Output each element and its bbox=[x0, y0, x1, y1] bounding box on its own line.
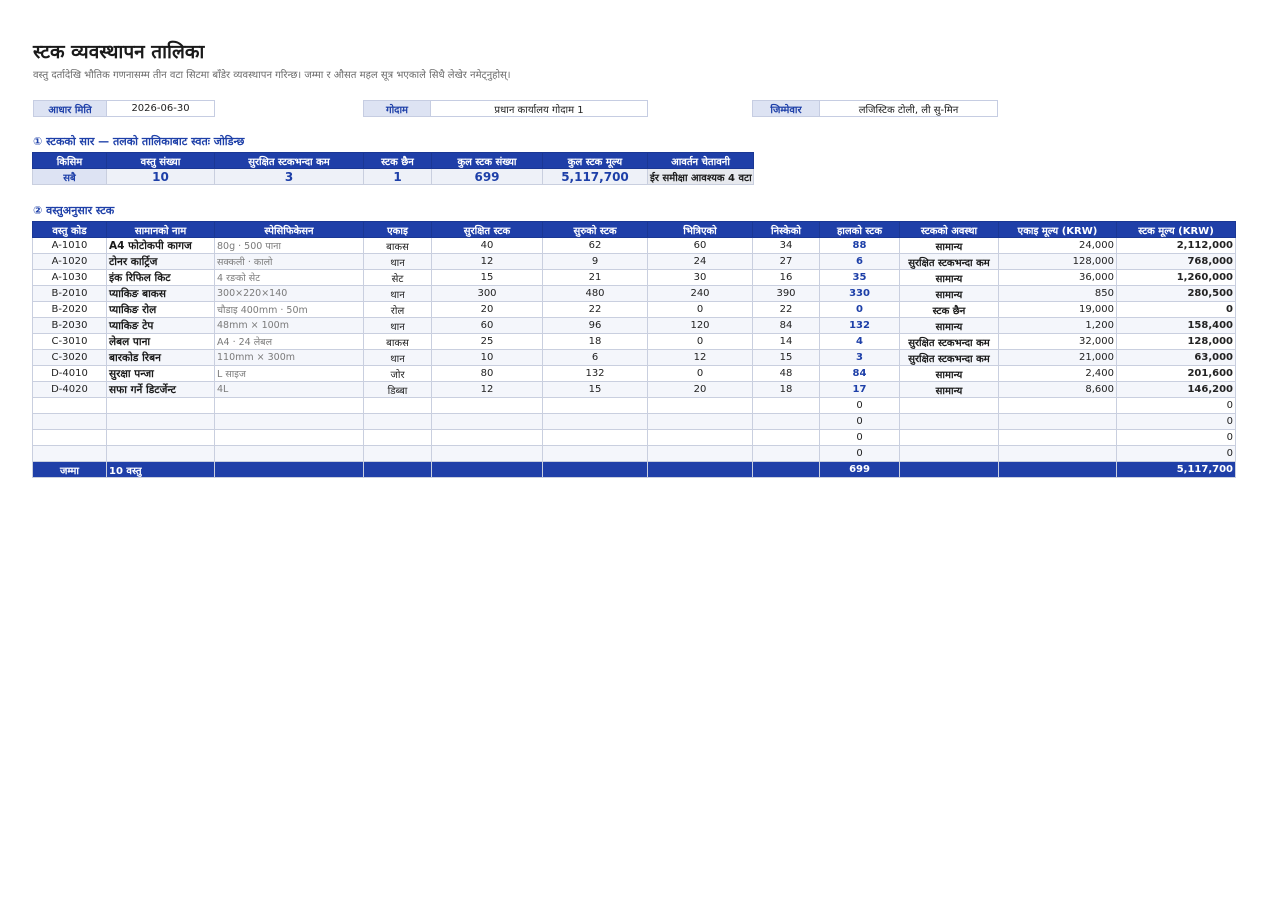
cell-in[interactable]: 12 bbox=[648, 350, 753, 366]
cell-spec[interactable]: 4 रङको सेट bbox=[215, 270, 364, 286]
cell-current[interactable]: 35 bbox=[820, 270, 900, 286]
cell-spec[interactable]: 110mm × 300m bbox=[215, 350, 364, 366]
cell-code[interactable]: A-1010 bbox=[33, 238, 107, 254]
cell-in[interactable]: 240 bbox=[648, 286, 753, 302]
cell-opening[interactable]: 21 bbox=[543, 270, 648, 286]
cell-safety[interactable]: 40 bbox=[432, 238, 543, 254]
cell-name[interactable]: इंक रिफिल किट bbox=[107, 270, 215, 286]
cell-unit-price[interactable]: 1,200 bbox=[999, 318, 1117, 334]
cell-in[interactable] bbox=[648, 398, 753, 414]
total-cell bbox=[900, 462, 999, 478]
cell-spec[interactable]: 4L bbox=[215, 382, 364, 398]
cell-code[interactable] bbox=[33, 398, 107, 414]
cell-status[interactable]: सुरक्षित स्टकभन्दा कम bbox=[900, 254, 999, 270]
cell-out[interactable] bbox=[753, 398, 820, 414]
cell-out[interactable]: 48 bbox=[753, 366, 820, 382]
cell-opening[interactable]: 6 bbox=[543, 350, 648, 366]
cell-status[interactable]: सामान्य bbox=[900, 382, 999, 398]
total-cell bbox=[432, 462, 543, 478]
cell-value[interactable]: 128,000 bbox=[1117, 334, 1236, 350]
cell-safety[interactable] bbox=[432, 430, 543, 446]
cell-opening[interactable]: 132 bbox=[543, 366, 648, 382]
cell-opening[interactable] bbox=[543, 414, 648, 430]
items-header-cell: सुरक्षित स्टक bbox=[432, 222, 543, 238]
cell-status[interactable]: सामान्य bbox=[900, 238, 999, 254]
cell-unit[interactable]: थान bbox=[364, 318, 432, 334]
cell-current[interactable]: 6 bbox=[820, 254, 900, 270]
cell-status[interactable] bbox=[900, 414, 999, 430]
cell-spec[interactable]: 80g · 500 पाना bbox=[215, 238, 364, 254]
items-header-cell: एकाइ bbox=[364, 222, 432, 238]
cell-status[interactable]: सुरक्षित स्टकभन्दा कम bbox=[900, 350, 999, 366]
total-item-count: 10 वस्तु bbox=[107, 462, 215, 478]
items-header-cell: स्टकको अवस्था bbox=[900, 222, 999, 238]
items-header-cell: सुरुको स्टक bbox=[543, 222, 648, 238]
cell-unit-price[interactable]: 2,400 bbox=[999, 366, 1117, 382]
summary-kind[interactable]: सबै bbox=[33, 169, 107, 185]
summary-header-cell: किसिम bbox=[33, 153, 107, 169]
cell-in[interactable]: 0 bbox=[648, 302, 753, 318]
cell-name[interactable] bbox=[107, 446, 215, 462]
cell-name[interactable]: A4 फोटोकपी कागज bbox=[107, 238, 215, 254]
cell-safety[interactable] bbox=[432, 414, 543, 430]
empty-row bbox=[33, 414, 1236, 430]
cell-unit[interactable] bbox=[364, 398, 432, 414]
cell-current[interactable]: 84 bbox=[820, 366, 900, 382]
cell-name[interactable]: लेबल पाना bbox=[107, 334, 215, 350]
cell-current[interactable]: 4 bbox=[820, 334, 900, 350]
base-date-field bbox=[33, 100, 215, 117]
cell-code[interactable]: A-1020 bbox=[33, 254, 107, 270]
cell-spec[interactable] bbox=[215, 446, 364, 462]
cell-unit[interactable]: थान bbox=[364, 350, 432, 366]
total-current: 699 bbox=[820, 462, 900, 478]
cell-current[interactable]: 0 bbox=[820, 430, 900, 446]
cell-unit[interactable]: थान bbox=[364, 254, 432, 270]
summary-header-cell: कुल स्टक संख्या bbox=[432, 153, 543, 169]
summary-row bbox=[33, 169, 754, 185]
table-row bbox=[33, 382, 1236, 398]
total-cell bbox=[999, 462, 1117, 478]
cell-out[interactable]: 14 bbox=[753, 334, 820, 350]
summary-header-cell: आवर्तन चेतावनी bbox=[648, 153, 754, 169]
cell-unit-price[interactable]: 19,000 bbox=[999, 302, 1117, 318]
cell-in[interactable]: 120 bbox=[648, 318, 753, 334]
cell-code[interactable]: C-3010 bbox=[33, 334, 107, 350]
summary-total-value[interactable]: 5,117,700 bbox=[543, 169, 648, 185]
cell-opening[interactable] bbox=[543, 430, 648, 446]
cell-out[interactable]: 27 bbox=[753, 254, 820, 270]
total-cell bbox=[753, 462, 820, 478]
cell-safety[interactable]: 80 bbox=[432, 366, 543, 382]
cell-code[interactable] bbox=[33, 430, 107, 446]
cell-out[interactable]: 390 bbox=[753, 286, 820, 302]
cell-name[interactable] bbox=[107, 430, 215, 446]
cell-status[interactable]: स्टक छैन bbox=[900, 302, 999, 318]
summary-section-title: ① स्टकको सार — तलको तालिकाबाट स्वतः जोडिन्छ bbox=[33, 135, 245, 148]
cell-in[interactable]: 0 bbox=[648, 334, 753, 350]
cell-code[interactable]: D-4020 bbox=[33, 382, 107, 398]
table-row bbox=[33, 238, 1236, 254]
cell-value[interactable]: 0 bbox=[1117, 398, 1236, 414]
cell-current[interactable]: 330 bbox=[820, 286, 900, 302]
cell-unit-price[interactable] bbox=[999, 430, 1117, 446]
cell-spec[interactable] bbox=[215, 414, 364, 430]
cell-in[interactable] bbox=[648, 414, 753, 430]
cell-value[interactable]: 1,260,000 bbox=[1117, 270, 1236, 286]
table-row bbox=[33, 350, 1236, 366]
cell-code[interactable]: B-2030 bbox=[33, 318, 107, 334]
cell-out[interactable]: 22 bbox=[753, 302, 820, 318]
cell-out[interactable] bbox=[753, 446, 820, 462]
cell-unit[interactable] bbox=[364, 414, 432, 430]
cell-in[interactable] bbox=[648, 430, 753, 446]
cell-current[interactable]: 0 bbox=[820, 414, 900, 430]
cell-unit[interactable]: डिब्बा bbox=[364, 382, 432, 398]
owner-field bbox=[752, 100, 998, 117]
cell-out[interactable]: 34 bbox=[753, 238, 820, 254]
cell-spec[interactable] bbox=[215, 430, 364, 446]
summary-header-cell: वस्तु संख्या bbox=[107, 153, 215, 169]
cell-name[interactable]: टोनर कार्ट्रिज bbox=[107, 254, 215, 270]
cell-out[interactable]: 16 bbox=[753, 270, 820, 286]
cell-safety[interactable]: 300 bbox=[432, 286, 543, 302]
summary-header-cell: स्टक छैन bbox=[364, 153, 432, 169]
cell-opening[interactable] bbox=[543, 446, 648, 462]
cell-safety[interactable] bbox=[432, 398, 543, 414]
cell-unit-price[interactable]: 128,000 bbox=[999, 254, 1117, 270]
cell-value[interactable]: 201,600 bbox=[1117, 366, 1236, 382]
cell-status[interactable]: सुरक्षित स्टकभन्दा कम bbox=[900, 334, 999, 350]
cell-unit-price[interactable]: 24,000 bbox=[999, 238, 1117, 254]
summary-below-safety[interactable]: 3 bbox=[215, 169, 364, 185]
cell-opening[interactable] bbox=[543, 398, 648, 414]
cell-current[interactable]: 0 bbox=[820, 302, 900, 318]
cell-code[interactable]: D-4010 bbox=[33, 366, 107, 382]
cell-status[interactable] bbox=[900, 430, 999, 446]
cell-unit[interactable] bbox=[364, 446, 432, 462]
cell-unit-price[interactable]: 36,000 bbox=[999, 270, 1117, 286]
cell-code[interactable] bbox=[33, 446, 107, 462]
cell-current[interactable]: 88 bbox=[820, 238, 900, 254]
owner-label: जिम्मेवार bbox=[752, 100, 820, 117]
cell-opening[interactable]: 22 bbox=[543, 302, 648, 318]
items-header-cell: सामानको नाम bbox=[107, 222, 215, 238]
cell-spec[interactable]: 300×220×140 bbox=[215, 286, 364, 302]
cell-code[interactable]: C-3020 bbox=[33, 350, 107, 366]
page-title: स्टक व्यवस्थापन तालिका bbox=[33, 41, 205, 63]
cell-spec[interactable]: 48mm × 100m bbox=[215, 318, 364, 334]
cell-in[interactable]: 0 bbox=[648, 366, 753, 382]
cell-spec[interactable] bbox=[215, 398, 364, 414]
cell-unit[interactable] bbox=[364, 430, 432, 446]
cell-safety[interactable] bbox=[432, 446, 543, 462]
cell-spec[interactable]: सक्कली · कालो bbox=[215, 254, 364, 270]
summary-header-cell: सुरक्षित स्टकभन्दा कम bbox=[215, 153, 364, 169]
cell-opening[interactable]: 9 bbox=[543, 254, 648, 270]
cell-name[interactable] bbox=[107, 414, 215, 430]
summary-header-cell: कुल स्टक मूल्य bbox=[543, 153, 648, 169]
items-section-title: ② वस्तुअनुसार स्टक bbox=[33, 204, 115, 217]
total-cell bbox=[364, 462, 432, 478]
cell-code[interactable]: B-2020 bbox=[33, 302, 107, 318]
cell-unit-price[interactable]: 32,000 bbox=[999, 334, 1117, 350]
cell-status[interactable]: सामान्य bbox=[900, 366, 999, 382]
cell-safety[interactable]: 60 bbox=[432, 318, 543, 334]
cell-current[interactable]: 0 bbox=[820, 446, 900, 462]
warehouse-field bbox=[363, 100, 648, 117]
table-row bbox=[33, 254, 1236, 270]
cell-code[interactable]: B-2010 bbox=[33, 286, 107, 302]
cell-in[interactable]: 24 bbox=[648, 254, 753, 270]
cell-status[interactable]: सामान्य bbox=[900, 270, 999, 286]
total-row bbox=[33, 462, 1236, 478]
cell-safety[interactable]: 20 bbox=[432, 302, 543, 318]
cell-safety[interactable]: 10 bbox=[432, 350, 543, 366]
table-row bbox=[33, 334, 1236, 350]
cell-status[interactable] bbox=[900, 398, 999, 414]
cell-unit[interactable]: बाकस bbox=[364, 334, 432, 350]
cell-unit-price[interactable] bbox=[999, 398, 1117, 414]
cell-unit-price[interactable] bbox=[999, 414, 1117, 430]
cell-out[interactable] bbox=[753, 430, 820, 446]
cell-value[interactable]: 280,500 bbox=[1117, 286, 1236, 302]
cell-unit[interactable]: सेट bbox=[364, 270, 432, 286]
cell-out[interactable]: 15 bbox=[753, 350, 820, 366]
cell-name[interactable]: प्याकिङ रोल bbox=[107, 302, 215, 318]
cell-opening[interactable]: 480 bbox=[543, 286, 648, 302]
total-cell bbox=[543, 462, 648, 478]
items-header-cell: निस्केको bbox=[753, 222, 820, 238]
table-row bbox=[33, 366, 1236, 382]
cell-name[interactable]: सुरक्षा पन्जा bbox=[107, 366, 215, 382]
cell-name[interactable]: बारकोड रिबन bbox=[107, 350, 215, 366]
warehouse-label: गोदाम bbox=[363, 100, 431, 117]
table-row bbox=[33, 302, 1236, 318]
cell-spec[interactable]: A4 · 24 लेबल bbox=[215, 334, 364, 350]
cell-safety[interactable]: 12 bbox=[432, 382, 543, 398]
summary-turnover-warning[interactable]: ईर समीक्षा आवश्यक 4 वटा bbox=[648, 169, 754, 185]
total-value: 5,117,700 bbox=[1117, 462, 1236, 478]
cell-spec[interactable]: चौडाइ 400mm · 50m bbox=[215, 302, 364, 318]
cell-unit[interactable]: जोर bbox=[364, 366, 432, 382]
cell-opening[interactable]: 15 bbox=[543, 382, 648, 398]
items-header-cell: भित्रिएको bbox=[648, 222, 753, 238]
cell-unit-price[interactable] bbox=[999, 446, 1117, 462]
cell-in[interactable]: 30 bbox=[648, 270, 753, 286]
cell-safety[interactable]: 15 bbox=[432, 270, 543, 286]
cell-unit[interactable]: रोल bbox=[364, 302, 432, 318]
cell-opening[interactable]: 62 bbox=[543, 238, 648, 254]
summary-total-qty[interactable]: 699 bbox=[432, 169, 543, 185]
items-header-cell: स्टक मूल्य (KRW) bbox=[1117, 222, 1236, 238]
cell-unit-price[interactable]: 850 bbox=[999, 286, 1117, 302]
cell-value[interactable]: 768,000 bbox=[1117, 254, 1236, 270]
items-header-cell: स्पेसिफिकेसन bbox=[215, 222, 364, 238]
cell-unit-price[interactable]: 21,000 bbox=[999, 350, 1117, 366]
table-row bbox=[33, 270, 1236, 286]
cell-safety[interactable]: 25 bbox=[432, 334, 543, 350]
items-header-cell: वस्तु कोड bbox=[33, 222, 107, 238]
page-subtitle: वस्तु दर्तादेखि भौतिक गणनासम्म तीन वटा सिटमा बाँडेर व्यवस्थापन गरिन्छ। जम्मा र औसत महल सूत्र भएकाले सिधै लेखेर नमेट्नुहोस्। bbox=[33, 70, 511, 81]
empty-row bbox=[33, 430, 1236, 446]
cell-in[interactable] bbox=[648, 446, 753, 462]
cell-current[interactable]: 132 bbox=[820, 318, 900, 334]
total-label: जम्मा bbox=[33, 462, 107, 478]
cell-name[interactable]: प्याकिङ टेप bbox=[107, 318, 215, 334]
cell-current[interactable]: 0 bbox=[820, 398, 900, 414]
total-cell bbox=[648, 462, 753, 478]
owner-value[interactable]: लजिस्टिक टोली, ली सु-मिन bbox=[820, 100, 998, 117]
summary-header-row bbox=[33, 153, 754, 169]
cell-value[interactable]: 2,112,000 bbox=[1117, 238, 1236, 254]
cell-code[interactable] bbox=[33, 414, 107, 430]
items-header-cell: हालको स्टक bbox=[820, 222, 900, 238]
items-header-row bbox=[33, 222, 1236, 238]
cell-status[interactable]: सामान्य bbox=[900, 318, 999, 334]
cell-value[interactable]: 0 bbox=[1117, 414, 1236, 430]
cell-code[interactable]: A-1030 bbox=[33, 270, 107, 286]
cell-value[interactable]: 146,200 bbox=[1117, 382, 1236, 398]
cell-out[interactable]: 18 bbox=[753, 382, 820, 398]
warehouse-value[interactable]: प्रधान कार्यालय गोदाम 1 bbox=[431, 100, 648, 117]
cell-in[interactable]: 60 bbox=[648, 238, 753, 254]
cell-value[interactable]: 0 bbox=[1117, 302, 1236, 318]
summary-item-count[interactable]: 10 bbox=[107, 169, 215, 185]
cell-value[interactable]: 158,400 bbox=[1117, 318, 1236, 334]
cell-out[interactable]: 84 bbox=[753, 318, 820, 334]
cell-name[interactable] bbox=[107, 398, 215, 414]
empty-row bbox=[33, 446, 1236, 462]
base-date-label: आधार मिति bbox=[33, 100, 107, 117]
cell-status[interactable] bbox=[900, 446, 999, 462]
summary-out-of-stock[interactable]: 1 bbox=[364, 169, 432, 185]
empty-row bbox=[33, 398, 1236, 414]
cell-value[interactable]: 0 bbox=[1117, 430, 1236, 446]
cell-name[interactable]: सफा गर्ने डिटर्जेन्ट bbox=[107, 382, 215, 398]
cell-unit-price[interactable]: 8,600 bbox=[999, 382, 1117, 398]
cell-value[interactable]: 0 bbox=[1117, 446, 1236, 462]
items-header-cell: एकाइ मूल्य (KRW) bbox=[999, 222, 1117, 238]
items-table bbox=[32, 221, 1236, 478]
cell-safety[interactable]: 12 bbox=[432, 254, 543, 270]
cell-unit[interactable]: बाकस bbox=[364, 238, 432, 254]
cell-in[interactable]: 20 bbox=[648, 382, 753, 398]
cell-spec[interactable]: L साइज bbox=[215, 366, 364, 382]
table-row bbox=[33, 318, 1236, 334]
cell-value[interactable]: 63,000 bbox=[1117, 350, 1236, 366]
summary-table bbox=[32, 152, 754, 185]
cell-current[interactable]: 3 bbox=[820, 350, 900, 366]
cell-opening[interactable]: 18 bbox=[543, 334, 648, 350]
cell-unit[interactable]: थान bbox=[364, 286, 432, 302]
cell-name[interactable]: प्याकिङ बाकस bbox=[107, 286, 215, 302]
base-date-value[interactable]: 2026-06-30 bbox=[107, 100, 215, 117]
cell-opening[interactable]: 96 bbox=[543, 318, 648, 334]
cell-status[interactable]: सामान्य bbox=[900, 286, 999, 302]
table-row bbox=[33, 286, 1236, 302]
total-cell bbox=[215, 462, 364, 478]
cell-current[interactable]: 17 bbox=[820, 382, 900, 398]
cell-out[interactable] bbox=[753, 414, 820, 430]
